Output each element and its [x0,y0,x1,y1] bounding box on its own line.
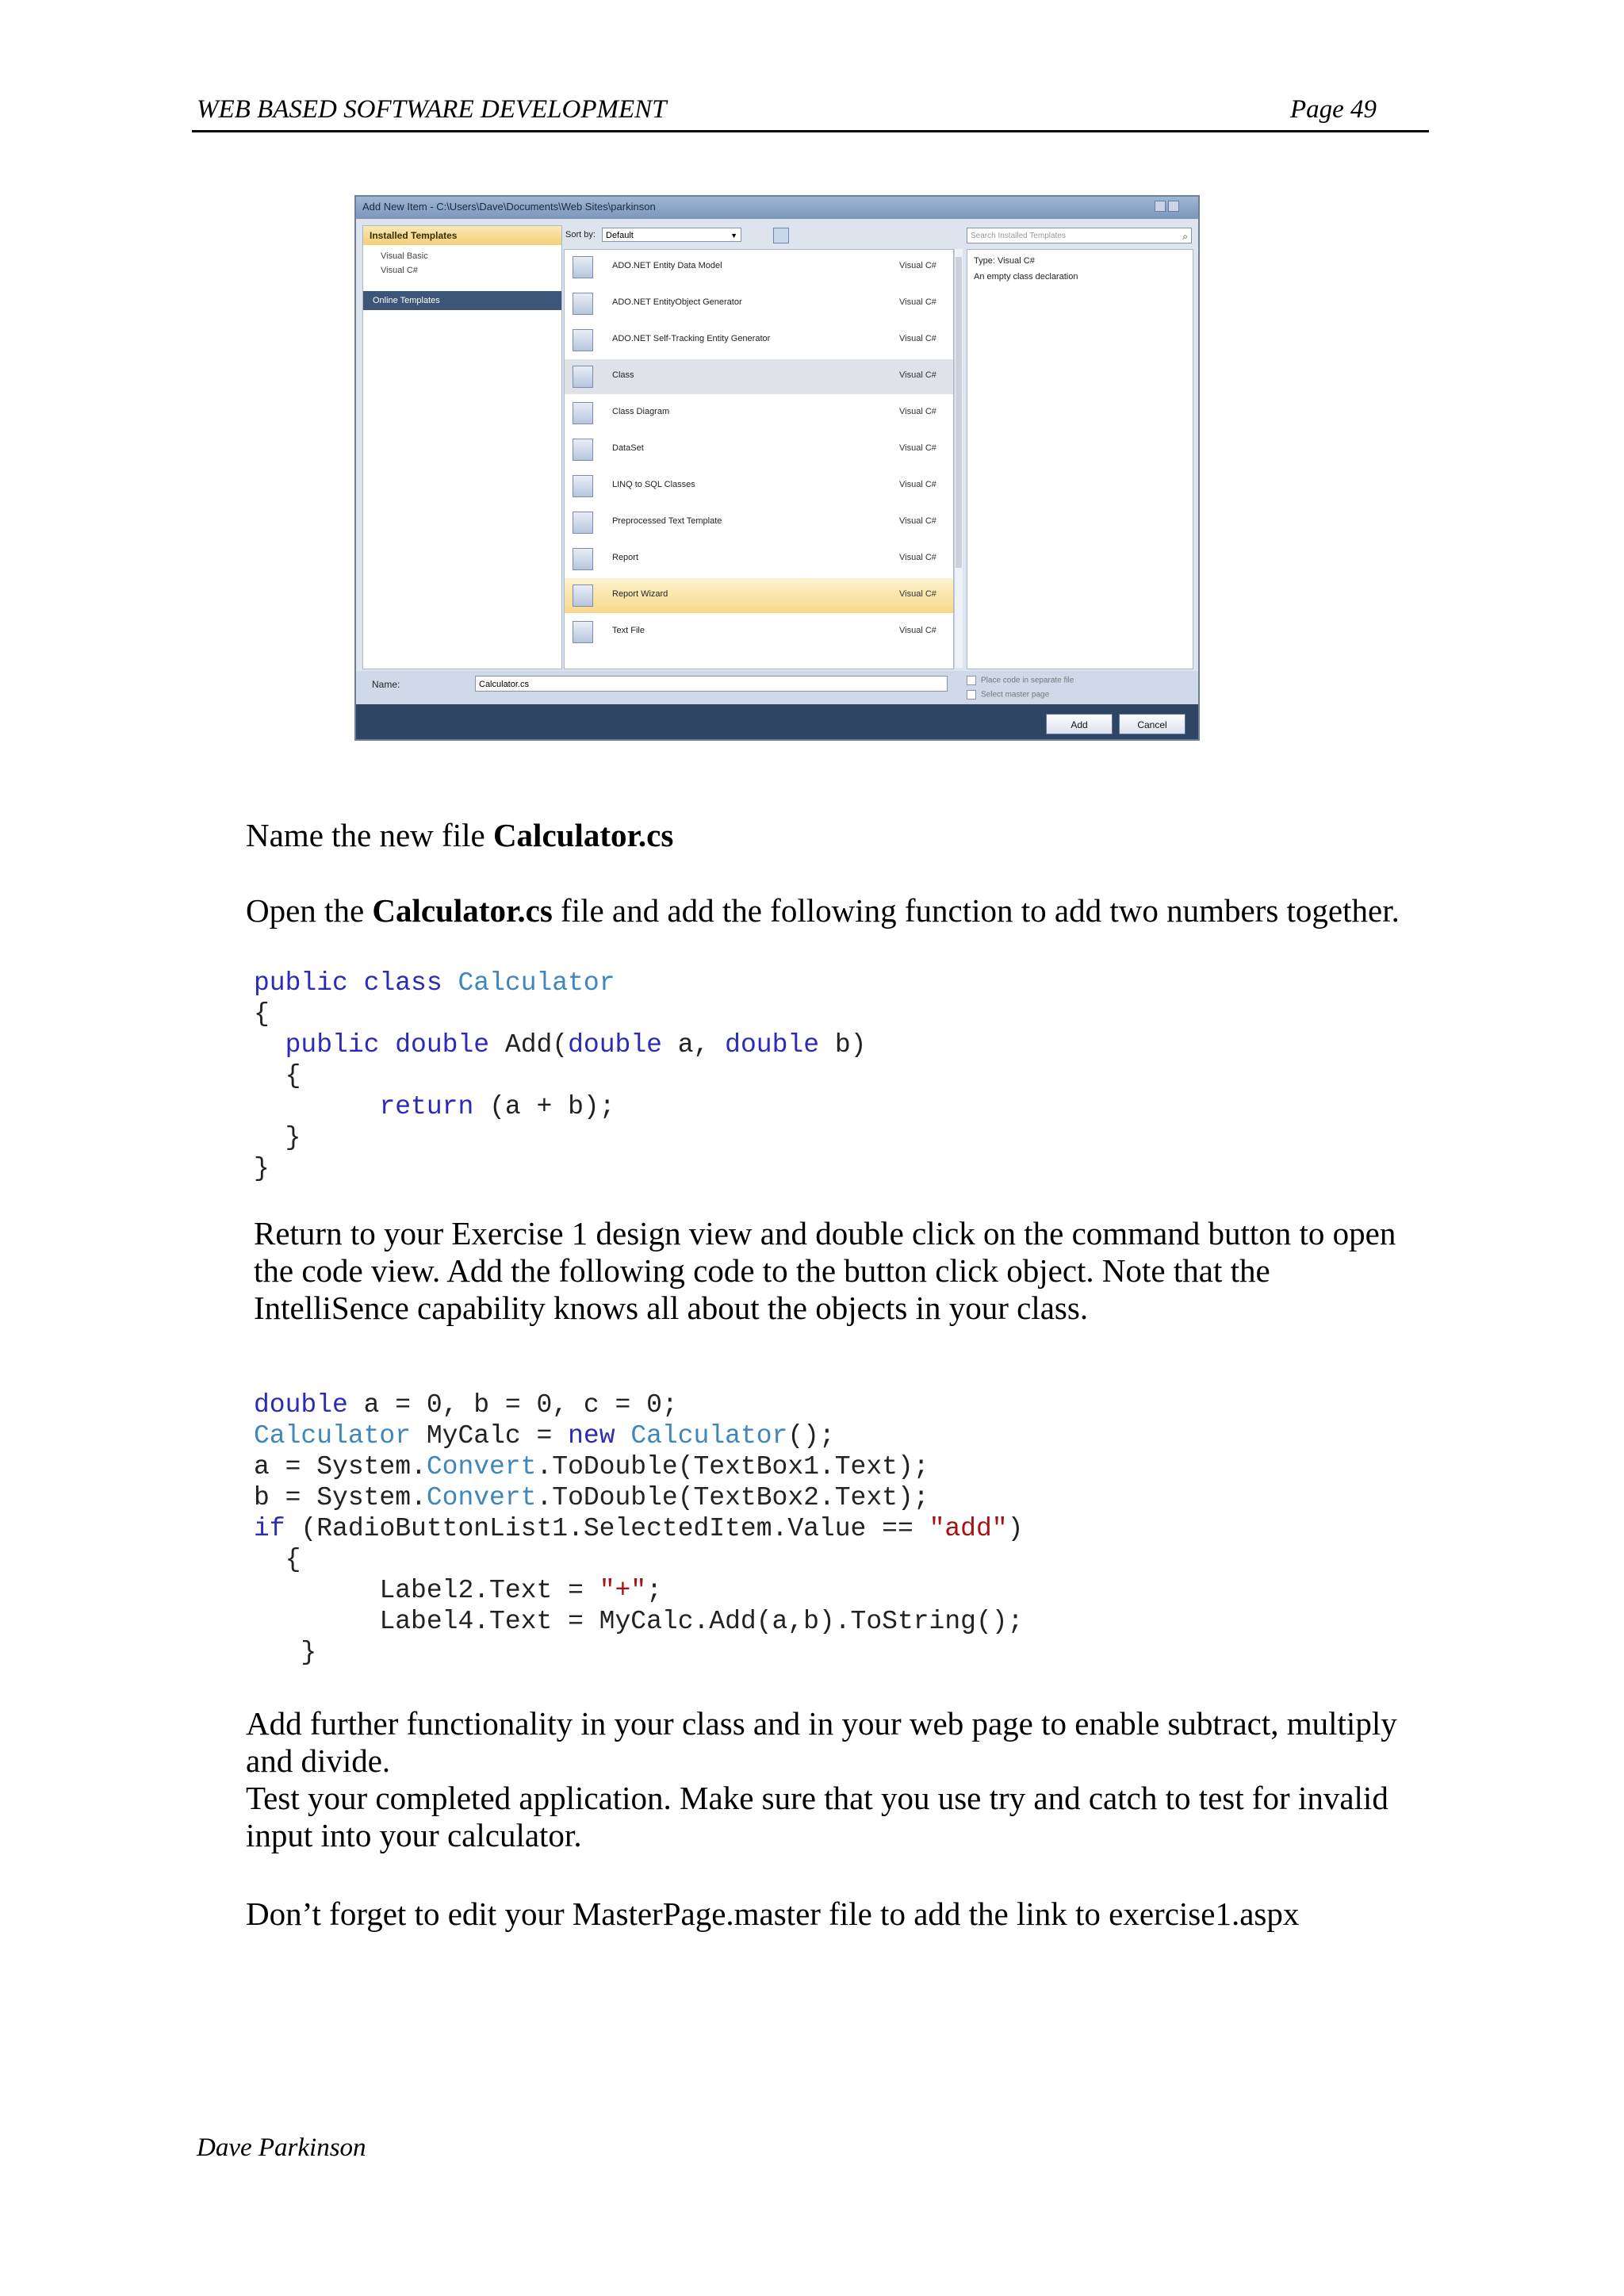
template-item[interactable] [565,615,953,650]
select-master-page-checkbox[interactable] [967,690,1049,700]
code-block-class [254,968,866,1184]
code-text: (a + b); [489,1092,615,1121]
templates-list-panel [564,225,960,668]
type-name: Calculator [630,1421,788,1451]
template-item[interactable] [565,469,953,504]
checkbox-box[interactable] [967,690,976,700]
list-scrollbar[interactable] [954,249,963,668]
template-type: Visual C# [899,589,936,599]
template-type-info: Type: Visual C# [974,256,1035,266]
code-line [379,1092,615,1121]
template-icon [573,293,593,315]
para4-line: input into your calculator. [246,1817,582,1853]
code-line [254,1483,929,1512]
template-item-class-selected[interactable] [565,359,953,394]
string-literal: "add" [929,1514,1008,1543]
template-name: Report [612,553,639,562]
instruction-open-file [246,892,1435,930]
keyword: double [725,1030,819,1060]
keyword: class [363,968,442,998]
template-type: Visual C# [899,334,936,343]
cancel-button[interactable]: Cancel [1119,714,1185,734]
page-footer-author: Dave Parkinson [197,2133,366,2162]
para3-line: Return to your Exercise 1 design view and double click on the command button to open [254,1215,1396,1251]
page-number: Page 49 [1289,95,1377,124]
template-name: Report Wizard [612,589,668,599]
name-bar [356,671,1198,704]
template-item[interactable] [565,323,953,358]
code-line [254,968,615,998]
template-type: Visual C# [899,626,936,635]
template-name: ADO.NET EntityObject Generator [612,297,742,307]
template-icon [573,366,593,388]
code-text: MyCalc = [426,1421,569,1451]
instruction-name-file [246,817,1435,854]
header-title: WEB BASED SOFTWARE DEVELOPMENT [197,95,667,124]
sort-value: Default [606,231,634,240]
keyword: if [254,1514,285,1543]
template-name: Preprocessed Text Template [612,516,722,526]
keyword: double [254,1390,348,1420]
string-literal: "+" [599,1576,647,1605]
code-line [379,1576,661,1605]
template-type: Visual C# [899,553,936,562]
chevron-down-icon: ▼ [730,232,737,240]
code-line: } [285,1123,301,1152]
place-code-separate-checkbox[interactable] [967,676,1074,685]
template-name: DataSet [612,443,644,453]
code-text: b = System. [254,1483,427,1512]
template-icon [573,256,593,278]
dialog-title: Add New Item - C:\Users\Dave\Documents\Web Sites\parkinson [362,201,656,213]
template-icon [573,512,593,534]
code-line: Label4.Text = MyCalc.Add(a,b).ToString(); [379,1607,1024,1636]
code-line [254,1514,1023,1543]
code-line: } [254,1154,270,1183]
checkbox-label: Place code in separate file [981,676,1074,685]
template-info-panel [967,225,1197,668]
checkbox-label: Select master page [981,690,1050,700]
code-text: Label2.Text = [379,1576,599,1605]
code-line: } [301,1638,317,1667]
keyword: new [568,1421,615,1451]
instruction-masterpage: Don’t forget to edit your MasterPage.master file to add the link to exercise1.aspx [246,1895,1300,1932]
template-icon [573,621,593,643]
add-button[interactable]: Add [1046,714,1113,734]
template-item[interactable] [565,505,953,540]
template-type: Visual C# [899,261,936,270]
dialog-button-bar [356,704,1198,741]
checkbox-box[interactable] [967,676,976,685]
keyword: public [285,1030,380,1060]
page-header [192,94,1429,132]
code-text: b) [834,1030,867,1060]
para2-pre: Open the [246,892,373,929]
para2-filename: Calculator.cs [372,892,553,929]
template-name: Text File [612,626,645,635]
template-item[interactable] [565,432,953,467]
instruction-further-functionality [246,1705,1435,1854]
keyword: public [254,968,348,998]
template-name: Class [612,370,634,380]
installed-templates-header[interactable]: Installed Templates [363,226,561,245]
template-icon [573,439,593,461]
code-line [254,1390,678,1420]
para1-text: Name the new file [246,817,493,853]
template-icon [573,475,593,497]
scrollbar-thumb[interactable] [956,257,962,568]
code-text: a = 0, b = 0, c = 0; [363,1390,678,1420]
code-text: a = System. [254,1452,427,1481]
templates-list [564,249,954,669]
sort-select[interactable] [602,228,741,242]
type-name: Calculator [254,1421,412,1451]
para4-line: Test your completed application. Make sure that you use try and catch to test for invalid [246,1780,1388,1816]
templates-tree-panel [362,225,562,669]
template-item[interactable] [565,396,953,431]
code-line: { [285,1061,301,1091]
search-templates-input[interactable] [967,228,1192,243]
code-line [254,1421,835,1451]
code-text: Add( [504,1030,569,1060]
template-name: ADO.NET Self-Tracking Entity Generator [612,334,771,343]
add-new-item-dialog-screenshot [354,195,1200,741]
keyword: double [395,1030,490,1060]
sort-bar [564,225,960,246]
template-item[interactable] [565,250,953,285]
template-icon [573,402,593,424]
code-text: .ToDouble(TextBox2.Text); [536,1483,929,1512]
template-item-report-wizard-hover[interactable] [565,578,953,613]
code-text: (RadioButtonList1.SelectedItem.Value == [301,1514,929,1543]
template-name: LINQ to SQL Classes [612,480,695,489]
para4-line: and divide. [246,1742,391,1779]
name-input[interactable]: Calculator.cs [475,676,948,692]
template-icon [573,329,593,351]
para1-filename: Calculator.cs [492,817,674,853]
template-type: Visual C# [899,370,936,380]
code-line: { [285,1545,301,1574]
template-type: Visual C# [899,516,936,526]
para3-line: IntelliSence capability knows all about the objects in your class. [254,1290,1089,1326]
code-line [254,1452,929,1481]
code-text: a, [677,1030,726,1060]
keyword: double [568,1030,662,1060]
template-name: ADO.NET Entity Data Model [612,261,722,270]
sort-label: Sort by: [565,230,596,240]
search-placeholder: Search Installed Templates [971,232,1066,240]
template-name: Class Diagram [612,407,670,416]
para3-line: the code view. Add the following code to the button click object. Note that the [254,1252,1270,1289]
template-icon [573,548,593,570]
template-type: Visual C# [899,297,936,307]
type-name: Convert [426,1452,537,1481]
template-item[interactable] [565,542,953,577]
code-text: (); [787,1421,835,1451]
template-icon [573,585,593,607]
search-icon[interactable]: ⌕ [1182,231,1188,242]
instruction-design-view [254,1215,1443,1327]
code-line [285,1030,867,1060]
type-name: Convert [426,1483,537,1512]
template-description-text: An empty class declaration [974,272,1078,282]
close-icon[interactable] [1168,201,1179,212]
code-block-click-handler [254,1389,1023,1668]
code-text: ) [1007,1514,1024,1543]
help-icon[interactable] [1155,201,1166,212]
name-label: Name: [372,679,400,690]
window-controls [1152,201,1192,213]
para4-line: Add further functionality in your class and in your web page to enable subtract, multiply [246,1705,1397,1742]
code-line: { [254,999,270,1029]
template-description [967,249,1193,669]
view-toggle-icon[interactable] [773,228,789,243]
dialog-title-bar [356,197,1198,219]
para2-post: file and add the following function to add two numbers together. [552,892,1400,929]
template-type: Visual C# [899,443,936,453]
tree-item-visual-basic[interactable]: Visual Basic [381,251,428,261]
template-type: Visual C# [899,480,936,489]
template-type: Visual C# [899,407,936,416]
code-text: .ToDouble(TextBox1.Text); [536,1452,929,1481]
keyword: return [379,1092,474,1121]
tree-item-visual-csharp[interactable]: Visual C# [381,266,418,275]
code-text: ; [646,1576,662,1605]
type-name: Calculator [458,968,615,998]
online-templates-header[interactable]: Online Templates [363,291,561,310]
template-item[interactable] [565,286,953,321]
